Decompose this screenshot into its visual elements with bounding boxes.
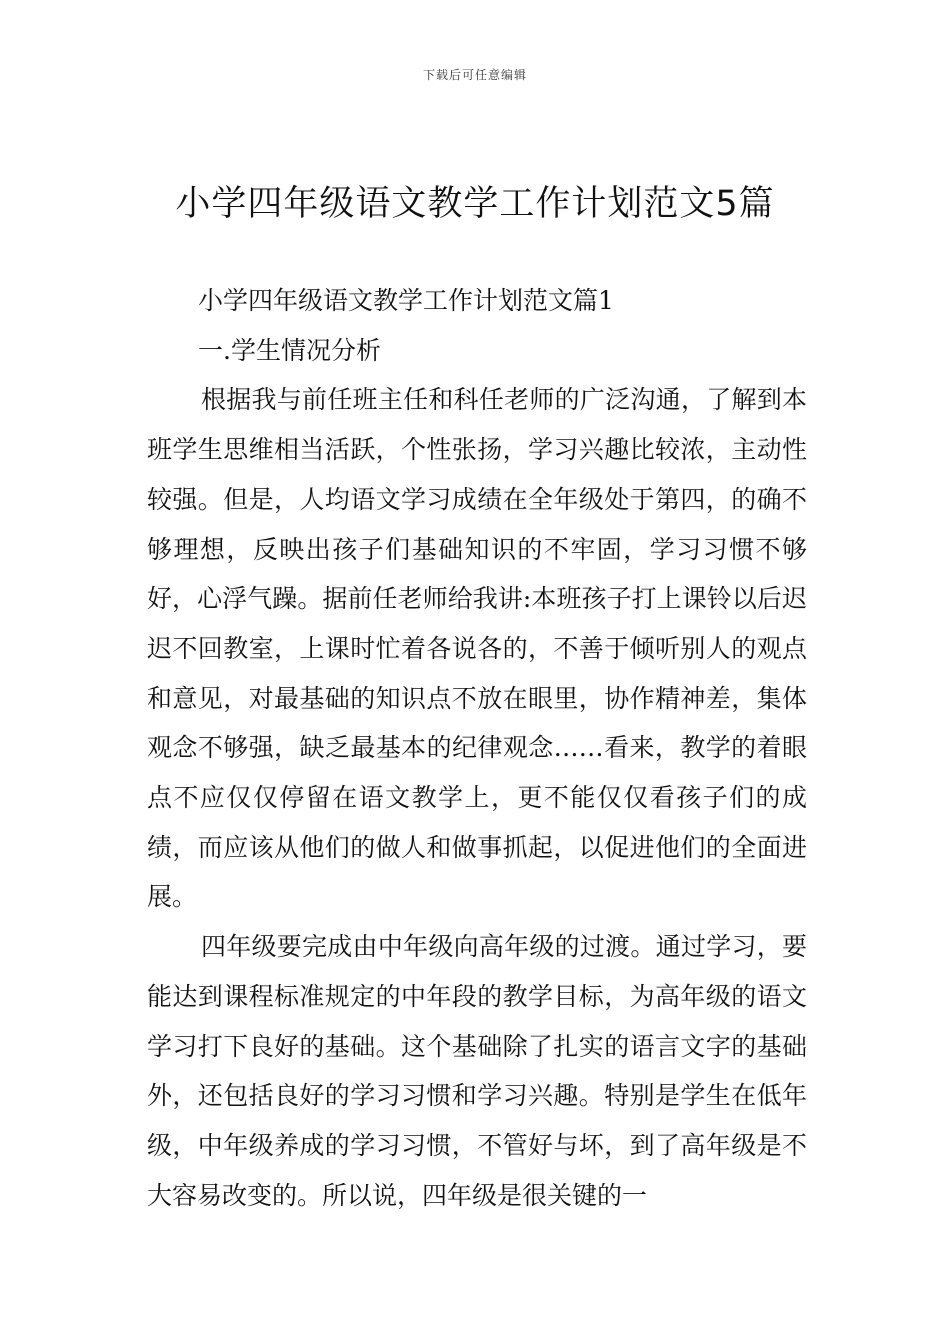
section-title: 小学四年级语文教学工作计划范文篇1 — [198, 286, 614, 315]
document-title: 小学四年级语文教学工作计划范文5篇 — [175, 184, 775, 224]
subsection-title: 一.学生情况分析 — [198, 335, 381, 365]
header-note: 下载后可任意编辑 — [422, 68, 527, 82]
document-body — [147, 276, 807, 1220]
paragraph: 四年级要完成由中年级向高年级的过渡。通过学习，要能达到课程标准规定的中年段的教学目标，为高年级的语文学习打下良好的基础。这个基础除了扎实的语言文字的基础外，还包括良好的学习习惯和学习兴趣。特别是学生在低年级，中年级养成的学习习惯，不管好与坏，到了高年级是不大容易改变的。所以说，四年级是很关键的一 — [147, 932, 807, 1210]
paragraph: 根据我与前任班主任和科任老师的广泛沟通，了解到本班学生思维相当活跃，个性张扬，学习兴趣比较浓，主动性较强。但是，人均语文学习成绩在全年级处于第四，的确不够理想，反映出孩子们基础知识的不牢固，学习习惯不够好，心浮气躁。据前任老师给我讲:本班孩子打上课铃以后迟迟不回教室，上课时忙着各说各的，不善于倾听别人的观点和意见，对最基础的知识点不放在眼里，协作精神差，集体观念不够强，缺乏最基本的纪律观念……看来，教学的着眼点不应仅仅停留在语文教学上，更不能仅仅看孩子们的成绩，而应该从他们的做人和做事抓起，以促进他们的全面进展。 — [147, 385, 807, 912]
